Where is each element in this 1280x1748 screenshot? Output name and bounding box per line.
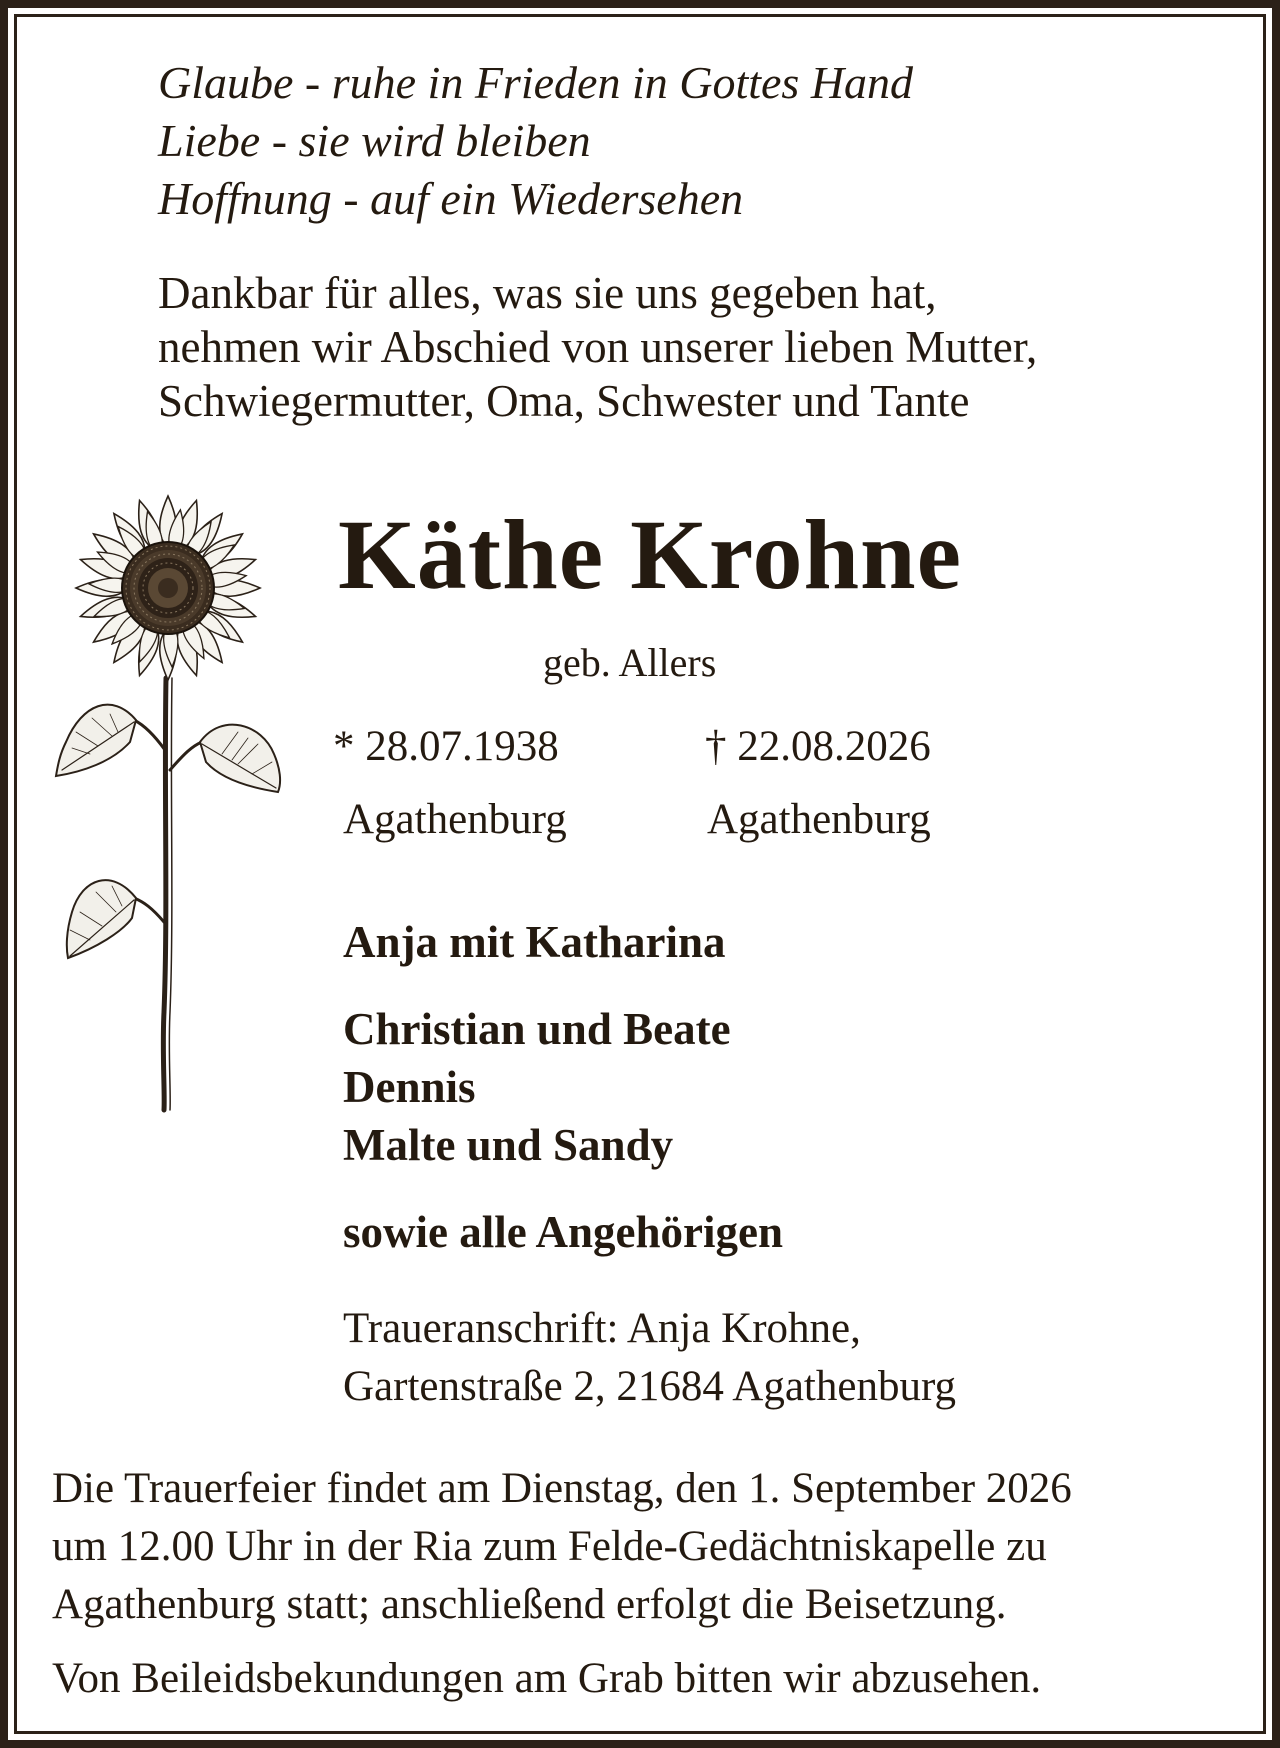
motto-line: Hoffnung - auf ein Wiedersehen <box>158 173 744 224</box>
ceremony-info <box>52 1460 1072 1634</box>
birth-date: * 28.07.1938 <box>333 723 559 770</box>
motto-line: Glaube - ruhe in Frieden in Gottes Hand <box>158 57 914 108</box>
motto-verse <box>158 54 913 228</box>
birth-place: Agathenburg <box>343 796 567 843</box>
family-line: Christian und Beate <box>343 1004 731 1054</box>
family-line: Anja mit Katharina <box>343 917 726 967</box>
family-line: Malte und Sandy <box>343 1120 674 1170</box>
family-line: sowie alle Angehörigen <box>343 1207 783 1257</box>
ceremony-line: Agathenburg statt; anschließend erfolgt die Beisetzung. <box>52 1581 1007 1628</box>
intro-line: Dankbar für alles, was sie uns gegeben hat, <box>158 268 937 318</box>
mourning-address <box>343 1300 956 1416</box>
death-place: Agathenburg <box>707 796 931 843</box>
ceremony-line: Die Trauerfeier findet am Dienstag, den 1. September 2026 <box>52 1465 1072 1512</box>
maiden-name: geb. Allers <box>543 640 717 685</box>
address-line: Gartenstraße 2, 21684 Agathenburg <box>343 1363 957 1410</box>
deceased-name: Käthe Krohne <box>338 499 963 610</box>
death-date: † 22.08.2026 <box>705 723 931 770</box>
ceremony-line: um 12.00 Uhr in der Ria zum Felde-Gedächtniskapelle zu <box>52 1523 1047 1570</box>
intro-text <box>158 266 1037 428</box>
motto-line: Liebe - sie wird bleiben <box>158 115 591 166</box>
intro-line: nehmen wir Abschied von unserer lieben Mutter, <box>158 322 1038 372</box>
condolence-note: Von Beileidsbekundungen am Grab bitten wir abzusehen. <box>52 1655 1042 1702</box>
intro-line: Schwiegermutter, Oma, Schwester und Tante <box>158 376 970 426</box>
family-line: Dennis <box>343 1062 476 1112</box>
sunflower-illustration <box>52 492 292 1114</box>
address-line: Traueranschrift: Anja Krohne, <box>343 1305 861 1352</box>
